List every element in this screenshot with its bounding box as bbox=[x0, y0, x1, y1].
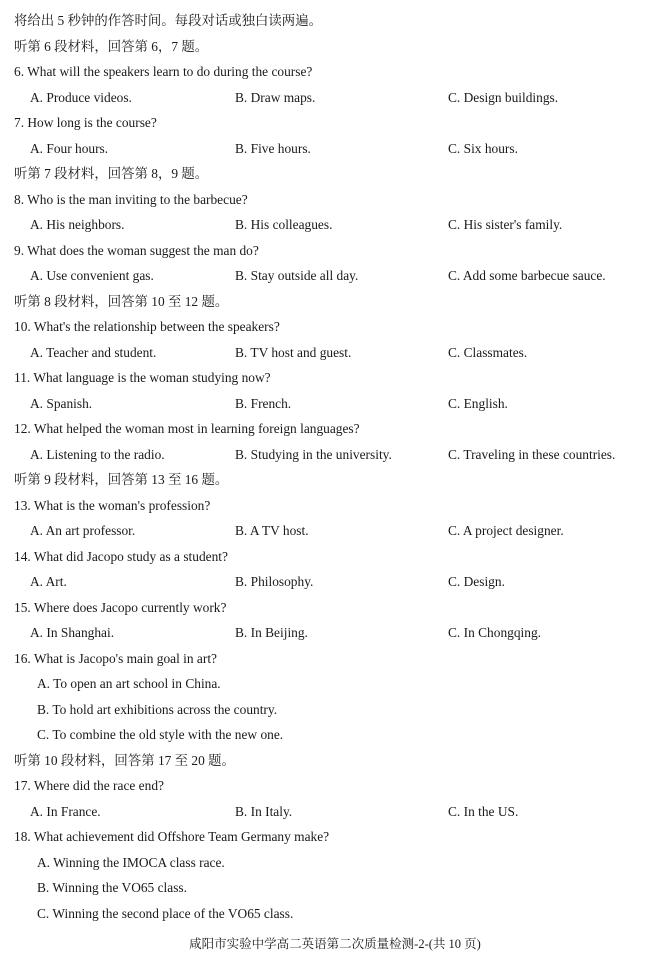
question-stem: 10. What's the relationship between the speakers? bbox=[14, 319, 280, 334]
answer-options-row bbox=[0, 518, 670, 543]
section-instruction: 听第 6 段材料，回答第 6，7 题。 bbox=[14, 38, 209, 54]
answer-option: B. To hold art exhibitions across the country. bbox=[37, 701, 278, 717]
answer-option-a: A. His neighbors. bbox=[30, 217, 125, 232]
answer-options-row bbox=[0, 391, 670, 416]
question-stem: 11. What language is the woman studying now? bbox=[14, 370, 271, 385]
answer-option-a: A. In France. bbox=[30, 803, 101, 819]
answer-option: C. Winning the second place of the VO65 class. bbox=[37, 905, 294, 921]
answer-options-row bbox=[0, 340, 670, 365]
question-stem: 18. What achievement did Offshore Team Germany make? bbox=[14, 829, 330, 844]
answer-option-b: B. Studying in the university. bbox=[235, 446, 392, 462]
question-stem: 17. Where did the race end? bbox=[14, 778, 164, 793]
answer-option-b: B. In Beijing. bbox=[235, 625, 308, 640]
answer-options-row bbox=[0, 85, 670, 110]
question-stem: 7. How long is the course? bbox=[14, 115, 157, 130]
question-stem: 9. What does the woman suggest the man do? bbox=[14, 242, 259, 258]
answer-option-c: C. Design. bbox=[448, 574, 505, 589]
answer-option-c: C. In the US. bbox=[448, 803, 519, 819]
answer-option-c: C. Classmates. bbox=[448, 344, 528, 360]
answer-option-c: C. In Chongqing. bbox=[448, 625, 541, 640]
answer-option-b: B. In Italy. bbox=[235, 803, 293, 819]
section-instruction: 听第 9 段材料，回答第 13 至 16 题。 bbox=[14, 472, 229, 487]
answer-option-b: B. Stay outside all day. bbox=[235, 268, 359, 283]
answer-option-a: A. Art. bbox=[30, 574, 67, 589]
answer-option-a: A. Teacher and student. bbox=[30, 344, 157, 360]
answer-options-row bbox=[0, 569, 670, 594]
answer-option-a: A. An art professor. bbox=[30, 523, 136, 538]
answer-option-a: A. In Shanghai. bbox=[30, 625, 115, 640]
section-instruction: 听第 8 段材料，回答第 10 至 12 题。 bbox=[14, 293, 229, 309]
answer-option-c: C. Traveling in these countries. bbox=[448, 446, 616, 462]
answer-option-c: C. Add some barbecue sauce. bbox=[448, 268, 606, 283]
question-stem: 15. Where does Jacopo currently work? bbox=[14, 599, 227, 615]
question-stem: 12. What helped the woman most in learning foreign languages? bbox=[14, 421, 360, 436]
answer-options-row bbox=[0, 212, 670, 237]
question-stem: 6. What will the speakers learn to do during the course? bbox=[14, 64, 313, 79]
answer-option-c: C. A project designer. bbox=[448, 523, 564, 538]
question-stem: 8. Who is the man inviting to the barbecue? bbox=[14, 191, 248, 207]
answer-option-b: B. A TV host. bbox=[235, 523, 309, 538]
answer-option-a: A. Four hours. bbox=[30, 140, 109, 156]
answer-option-c: C. His sister's family. bbox=[448, 217, 563, 232]
question-stem: 14. What did Jacopo study as a student? bbox=[14, 548, 228, 564]
answer-option: A. Winning the IMOCA class race. bbox=[37, 854, 225, 870]
answer-option-c: C. Six hours. bbox=[448, 140, 518, 156]
section-instruction: 将给出 5 秒钟的作答时间。每段对话或独白读两遍。 bbox=[14, 13, 322, 28]
answer-option-b: B. TV host and guest. bbox=[235, 344, 352, 360]
answer-option-c: C. Design buildings. bbox=[448, 89, 559, 105]
answer-options-row bbox=[0, 442, 670, 467]
answer-options-row bbox=[0, 620, 670, 645]
answer-options-row bbox=[0, 136, 670, 161]
page-footer: 咸阳市实验中学高二英语第二次质量检测-2-(共 10 页) bbox=[189, 937, 481, 951]
answer-options-row bbox=[0, 263, 670, 288]
question-stem: 13. What is the woman's profession? bbox=[14, 497, 211, 513]
answer-option-b: B. Five hours. bbox=[235, 140, 311, 156]
question-stem: 16. What is Jacopo's main goal in art? bbox=[14, 650, 217, 666]
answer-option-a: A. Produce videos. bbox=[30, 89, 132, 105]
answer-option-b: B. Philosophy. bbox=[235, 574, 314, 589]
answer-option-a: A. Use convenient gas. bbox=[30, 268, 154, 283]
section-instruction: 听第 7 段材料，回答第 8，9 题。 bbox=[14, 166, 209, 181]
answer-option-b: B. His colleagues. bbox=[235, 217, 333, 232]
answer-option: A. To open an art school in China. bbox=[37, 676, 221, 691]
answer-option-a: A. Spanish. bbox=[30, 395, 93, 411]
answer-options-row bbox=[0, 799, 670, 824]
answer-option: C. To combine the old style with the new one. bbox=[37, 727, 284, 742]
answer-option-b: B. French. bbox=[235, 395, 292, 411]
answer-option: B. Winning the VO65 class. bbox=[37, 880, 187, 895]
answer-option-c: C. English. bbox=[448, 395, 508, 411]
section-instruction: 听第 10 段材料，回答第 17 至 20 题。 bbox=[14, 752, 235, 768]
answer-option-b: B. Draw maps. bbox=[235, 89, 316, 105]
answer-option-a: A. Listening to the radio. bbox=[30, 446, 165, 462]
